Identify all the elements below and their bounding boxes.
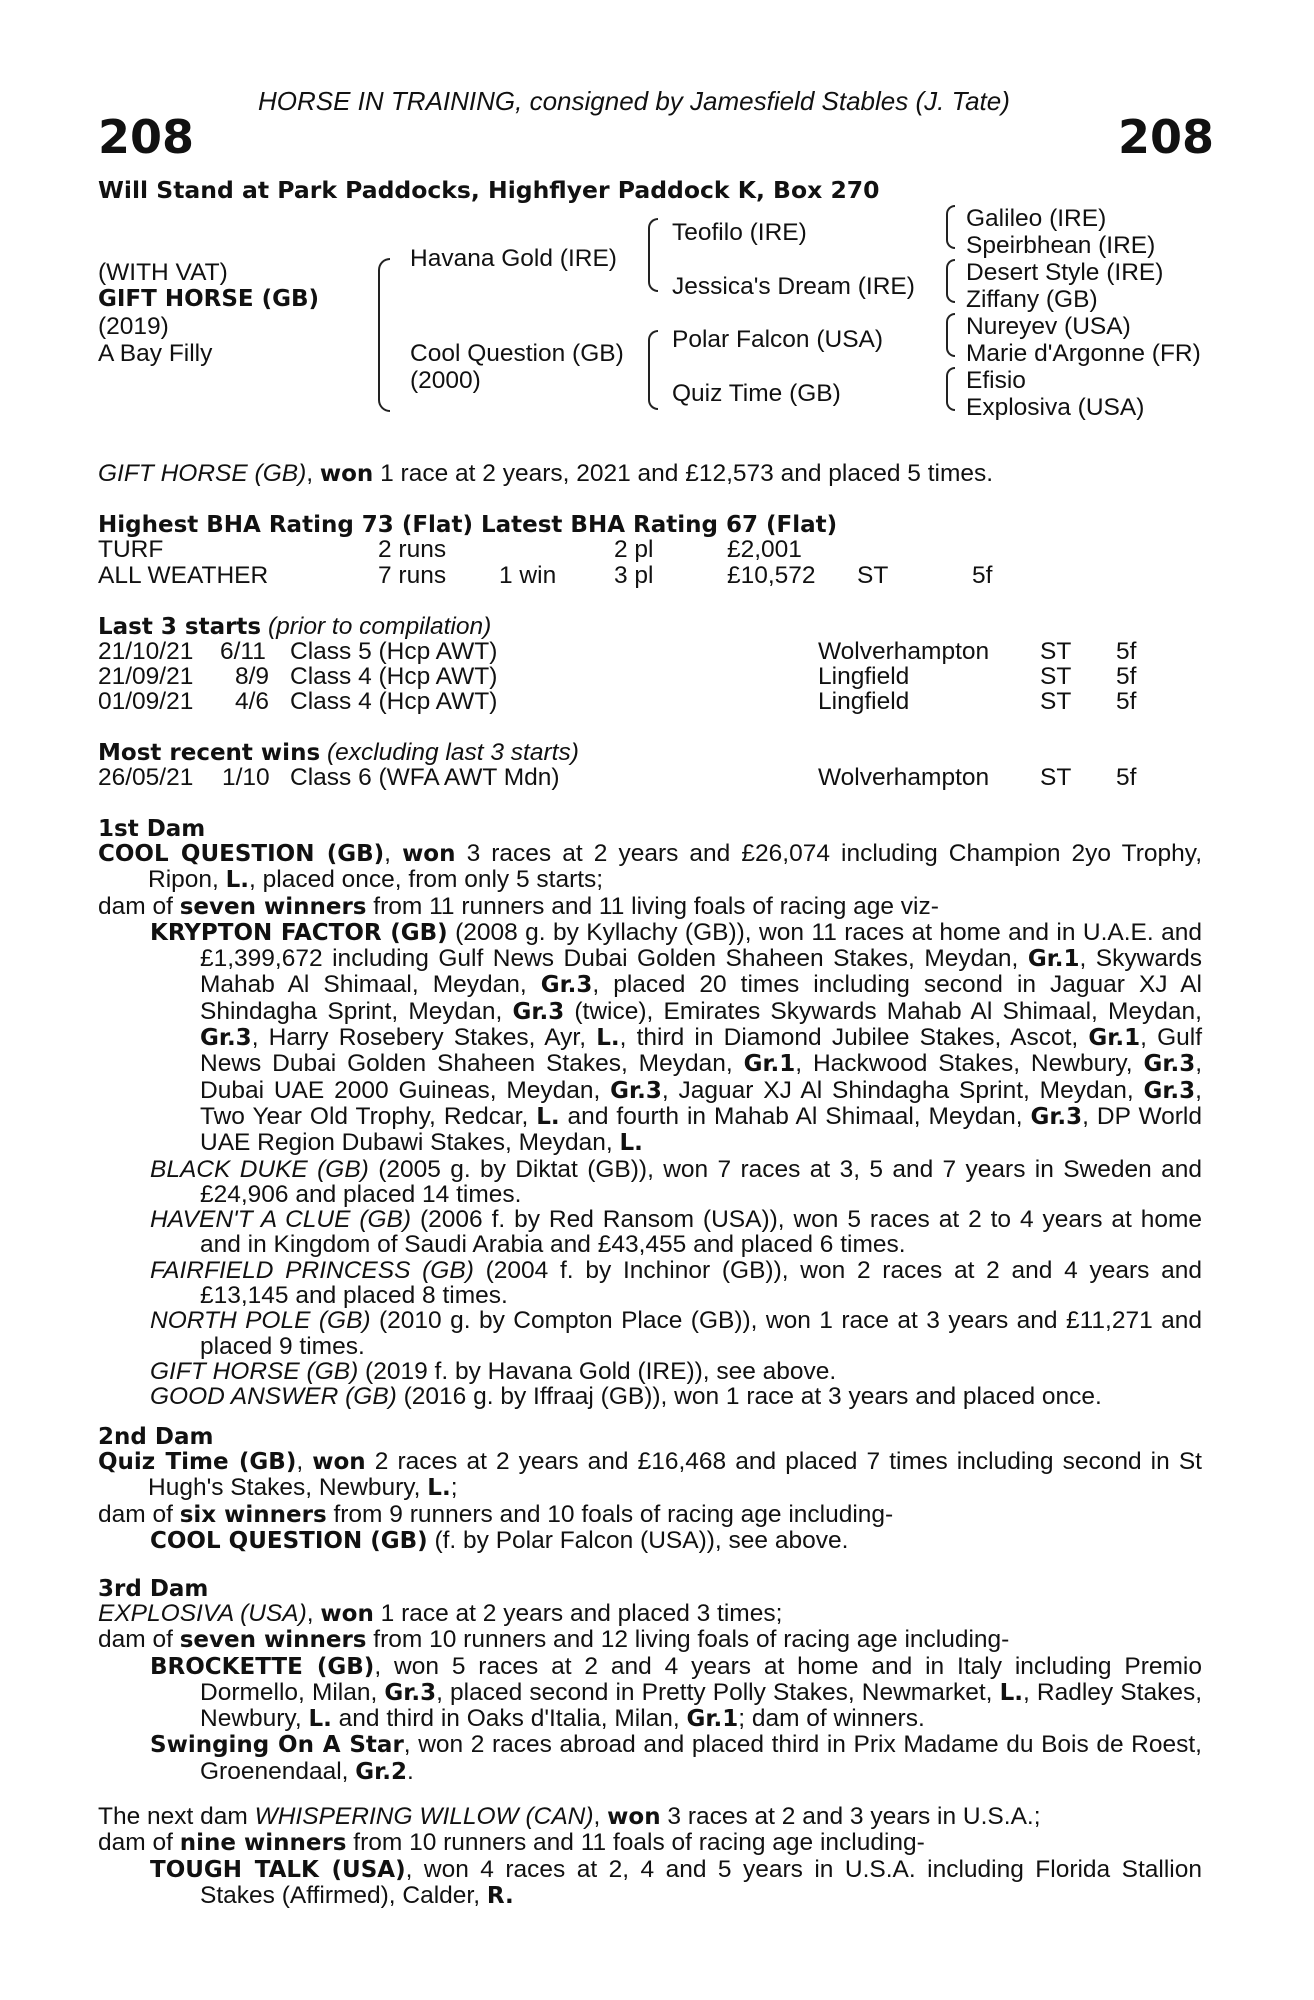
third-dam-section [98,1601,1202,1785]
pedigree-sire-sire: Teofilo (IRE) [672,219,807,246]
rating-placed: 2 pl [614,536,654,563]
pedigree-sire: Havana Gold (IRE) [410,245,617,272]
stand-location: Will Stand at Park Paddocks, Highflyer Paddock K, Box 270 [98,176,880,204]
summary-won: won [319,461,374,487]
pedigree-g6: Marie d'Argonne (FR) [966,340,1201,367]
pedigree-dam: Cool Question (GB) [410,340,624,367]
second-dam-produce: dam of six winners from 9 runners and 10 foals of racing age including- [98,1500,894,1528]
third-dam-record: EXPLOSIVA (USA), won 1 race at 2 years and placed 3 times; [98,1600,783,1627]
first-dam-section [98,841,1202,1410]
horse-name: GIFT HORSE (GB) [98,286,320,312]
pedigree-brace [946,259,955,303]
pedigree-brace [946,205,955,249]
produce-fairfield-princess: FAIRFIELD PRINCESS (GB) (2004 f. by Inchinor (GB)), won 2 races at 2 and 4 years and £13,145 and placed 8 times. [150,1256,1202,1310]
race-summary: GIFT HORSE (GB), won 1 race at 2 years, 2021 and £12,573 and placed 5 times. [98,460,994,487]
pedigree-g7: Efisio [966,367,1026,394]
rating-prize: £2,001 [727,536,802,563]
produce-brockette: BROCKETTE (GB), won 5 races at 2 and 4 years at home and in Italy including Premio Dormello, Milan, Gr.3, placed second in Pretty Polly Stakes, Newmarket, L., Radley Stakes, Newbury, L. and third in Oaks d'Italia, Milan, Gr.1; dam of winners. [150,1652,1203,1733]
produce-cool-question: COOL QUESTION (GB) (f. by Polar Falcon (USA)), see above. [150,1526,849,1554]
second-dam-heading: 2nd Dam [98,1424,214,1450]
horse-description: A Bay Filly [98,340,213,367]
rating-surface: TURF [98,536,164,563]
pedigree-g5: Nureyev (USA) [966,313,1131,340]
last-starts-heading: Last 3 starts (prior to compilation) [98,613,492,640]
pedigree-g4: Ziffany (GB) [966,286,1098,313]
catalogue-page: HORSE IN TRAINING, consigned by Jamesfield Stables (J. Tate) 208 208 Will Stand at Park Paddocks, Highflyer Paddock K, Box 270 (WITH VAT) GIFT HORSE (GB) (2019) A Bay Filly Havana Gold (IRE) Cool Question (GB) (2000) Teofilo (IRE) Jessica's Dream (IRE) Polar Falcon (USA) Quiz Time (GB) Galileo (IRE) Speirbhean (IRE) Desert Style (IRE) Ziffany (GB) Nureyev (USA) Marie d'Argonne (FR) Efisio Explosiva (USA) GIFT HORSE (GB), won 1 race at 2 years, 2021 and £12,573 and placed 5 times. Highest BHA Rating 73 (Flat) Latest BHA Rating 67 (Flat) TURF 2 runs 2 pl £2,001 ALL WEATHER 7 runs 1 win 3 pl £10,572 ST 5f Last 3 starts (prior to compilation) 21/10/21 6/11 Class 5 (Hcp AWT) Wolverhampton ST 5f 21/09/21 8/9 Class 4 (Hcp AWT) Lingfield ST 5f 01/09/21 4/6 Class 4 (Hcp AWT) Lingfield ST 5f Most recent wins (excluding last 3 starts) 26/05/21 1/10 Class 6 (WFA AWT Mdn) Wolverhampton ST 5f 1st Dam COOL QUESTION (GB), won 3 races at 2 years and £26,074 including Champion 2yo Trophy, Ripon, L., placed once, from only 5 starts; dam of seven winners from 11 runners and 11 living foals of racing age viz- KRYPTON FACTOR (GB) (2008 g. by Kyllachy (GB)), won 11 races at home and in U.A.E. and £1,399,672 including Gulf News Dubai Golden Shaheen Stakes, Meydan, Gr.1, Skywards Mahab Al Shimaal, Meydan, Gr.3, placed 20 times including second in Jaguar XJ Al Shindagha Sprint, Meydan, Gr.3 (twice), Emirates Skywards Mahab Al Shimaal, Meydan, Gr.3, Harry Rosebery Stakes, Ayr, L., third in Diamond Jubilee Stakes, Ascot, Gr.1, Gulf News Dubai Golden Shaheen Stakes, Meydan, Gr.1, Hackwood Stakes, Newbury, Gr.3, Dubai UAE 2000 Guineas, Meydan, Gr.3, Jaguar XJ Al Shindagha Sprint, Meydan, Gr.3, Two Year Old Trophy, Redcar, L. and fourth in Mahab Al Shimaal, Meydan, Gr.3, DP World UAE Region Dubawi Stakes, Meydan, L. BLACK DUKE (GB) (2005 g. by Diktat (GB)), won 7 races at 3, 5 and 7 years in Sweden and £24,906 and placed 14 times. HAVEN'T A CLUE (GB) (2006 f. by Red Ransom (USA)), won 5 races at 2 to 4 years at home and in Kingdom of Saudi Arabia and £43,455 and placed 6 times. FAIRFIELD PRINCESS (GB) (2004 f. by Inchinor (GB)), won 2 races at 2 and 4 years and £13,145 and placed 8 times. NORTH POLE (GB) (2010 g. by Compton Place (GB)), won 1 race at 3 years and £11,271 and placed 9 times. GIFT HORSE (GB) (2019 f. by Havana Gold (IRE)), see above. GOOD ANSWER (GB) (2016 g. by Iffraaj (GB)), won 1 race at 3 years and placed once. 2nd Dam Quiz Time (GB), won 2 races at 2 years and £16,468 and placed 7 times including second in St Hugh's Stakes, Newbury, L.; dam of six winners from 9 runners and 10 foals of racing age including- COOL QUESTION (GB) (f. by Polar Falcon (USA)), see above. 3rd Dam EXPLOSIVA (USA), won 1 race at 2 years and placed 3 times; dam of seven winners from 10 runners and 12 living foals of racing age including- BROCKETTE (GB), won 5 races at 2 and 4 years at home and in Italy including Premio Dormello, Milan, Gr.3, placed second in Pretty Polly Stakes, Newmarket, L., Radley Stakes, Newbury, L. and third in Oaks d'Italia, Milan, Gr.1; dam of winners. Swinging On A Star, won 2 races abroad and placed third in Prix Madame du Bois de Roest, Groenendaal, Gr.2. The next dam WHISPERING WILLOW (CAN), won 3 races at 2 and 3 years in U.S.A.; dam of nine winners from 10 runners and 11 foals of racing age including- TOUGH TALK (USA), won 4 races at 2, 4 and 5 years in U.S.A. including Florida Stallion Stakes (Affirmed), Calder, R. [98,86,1215,1909]
pedigree-g2: Speirbhean (IRE) [966,232,1156,259]
third-dam-produce: dam of seven winners from 10 runners and 12 living foals of racing age including- [98,1626,1010,1654]
pedigree-brace [648,330,658,410]
produce-tough-talk: TOUGH TALK (USA), won 4 races at 2, 4 and 5 years in U.S.A. including Florida Stallion Stakes (Affirmed), Calder, R. [150,1855,1202,1909]
summary-horse-name: GIFT HORSE (GB) [98,460,307,487]
rating-placed: 3 pl [614,562,654,589]
lot-number-left: 208 [98,110,195,164]
rating-surface: ALL WEATHER [98,562,269,589]
horse-year: (2019) [98,313,169,340]
rating-distance: 5f [972,562,993,589]
rating-going: ST [857,562,889,589]
produce-black-duke: BLACK DUKE (GB) (2005 g. by Diktat (GB)), won 7 races at 3, 5 and 7 years in Sweden and £24,906 and placed 14 times. [150,1155,1202,1208]
vat-note: (WITH VAT) [98,259,228,286]
first-dam-produce: dam of seven winners from 11 runners and 11 living foals of racing age viz- [98,892,939,920]
produce-north-pole: NORTH POLE (GB) (2010 g. by Compton Place (GB)), won 1 race at 3 years and £11,271 and placed 9 times. [150,1307,1202,1360]
next-dam-produce: dam of nine winners from 10 runners and 11 foals of racing age including- [98,1829,925,1857]
produce-krypton-factor: KRYPTON FACTOR (GB) (2008 g. by Kyllachy (GB)), won 11 races at home and in U.A.E. and £1,399,672 including Gulf News Dubai Golden Shaheen Stakes, Meydan, Gr.1, Skywards Mahab Al Shimaal, Meydan, Gr.3, placed 20 times including second in Jaguar XJ Al Shindagha Sprint, Meydan, Gr.3 (twice), Emirates Skywards Mahab Al Shimaal, Meydan, Gr.3, Harry Rosebery Stakes, Ayr, L., third in Diamond Jubilee Stakes, Ascot, Gr.1, Gulf News Dubai Golden Shaheen Stakes, Meydan, Gr.1, Hackwood Stakes, Newbury, Gr.3, Dubai UAE 2000 Guineas, Meydan, Gr.3, Jaguar XJ Al Shindagha Sprint, Meydan, Gr.3, Two Year Old Trophy, Redcar, L. and fourth in Mahab Al Shimaal, Meydan, Gr.3, DP World UAE Region Dubawi Stakes, Meydan, L. [150,918,1203,1157]
rating-runs: 7 runs [378,562,447,589]
pedigree-brace [648,218,658,292]
produce-swinging-on-a-star: Swinging On A Star, won 2 races abroad and placed third in Prix Madame du Bois de Roest, Groenendaal, Gr.2. [150,1731,1202,1785]
summary-text: 1 race at 2 years, 2021 and £12,573 and placed 5 times. [373,460,994,487]
produce-gift-horse: GIFT HORSE (GB) (2019 f. by Havana Gold (IRE)), see above. [150,1357,837,1385]
pedigree-brace [946,367,955,411]
ratings-heading: Highest BHA Rating 73 (Flat) Latest BHA Rating 67 (Flat) [98,512,838,538]
produce-havent-a-clue: HAVEN'T A CLUE (GB) (2006 f. by Red Ransom (USA)), won 5 races at 2 to 4 years at home and in Kingdom of Saudi Arabia and £43,455 and placed 6 times. [150,1206,1202,1259]
second-dam-record: Quiz Time (GB), won 2 races at 2 years and £16,468 and placed 7 times including second in St Hugh's Stakes, Newbury, L.; [98,1448,1202,1502]
pedigree-dam-year: (2000) [410,367,481,394]
consignor-header: HORSE IN TRAINING, consigned by Jamesfield Stables (J. Tate) [258,86,1010,116]
second-dam-section [98,1449,1202,1554]
next-dam-record: The next dam WHISPERING WILLOW (CAN), won 3 races at 2 and 3 years in U.S.A.; [98,1803,1041,1830]
produce-good-answer: GOOD ANSWER (GB) (2016 g. by Iffraaj (GB)), won 1 race at 3 years and placed once. [150,1383,1102,1411]
rating-wins: 1 win [499,562,557,589]
first-dam-heading: 1st Dam [98,816,206,842]
first-dam-record: COOL QUESTION (GB), won 3 races at 2 years and £26,074 including Champion 2yo Trophy, Ripon, L., placed once, from only 5 starts; [98,840,1202,894]
pedigree-dam-dam: Quiz Time (GB) [672,380,841,407]
rating-prize: £10,572 [727,562,816,589]
rating-runs: 2 runs [378,536,447,563]
pedigree-sire-dam: Jessica's Dream (IRE) [672,273,915,300]
pedigree-g1: Galileo (IRE) [966,205,1107,232]
pedigree-brace [378,258,390,412]
pedigree-brace [946,313,955,357]
pedigree-dam-sire: Polar Falcon (USA) [672,326,884,353]
pedigree-g3: Desert Style (IRE) [966,259,1164,286]
recent-wins-heading: Most recent wins (excluding last 3 starts) [98,739,579,766]
third-dam-heading: 3rd Dam [98,1576,209,1602]
lot-number-right: 208 [1118,110,1215,164]
pedigree-g8: Explosiva (USA) [966,394,1145,421]
next-dam-section [98,1804,1202,1909]
